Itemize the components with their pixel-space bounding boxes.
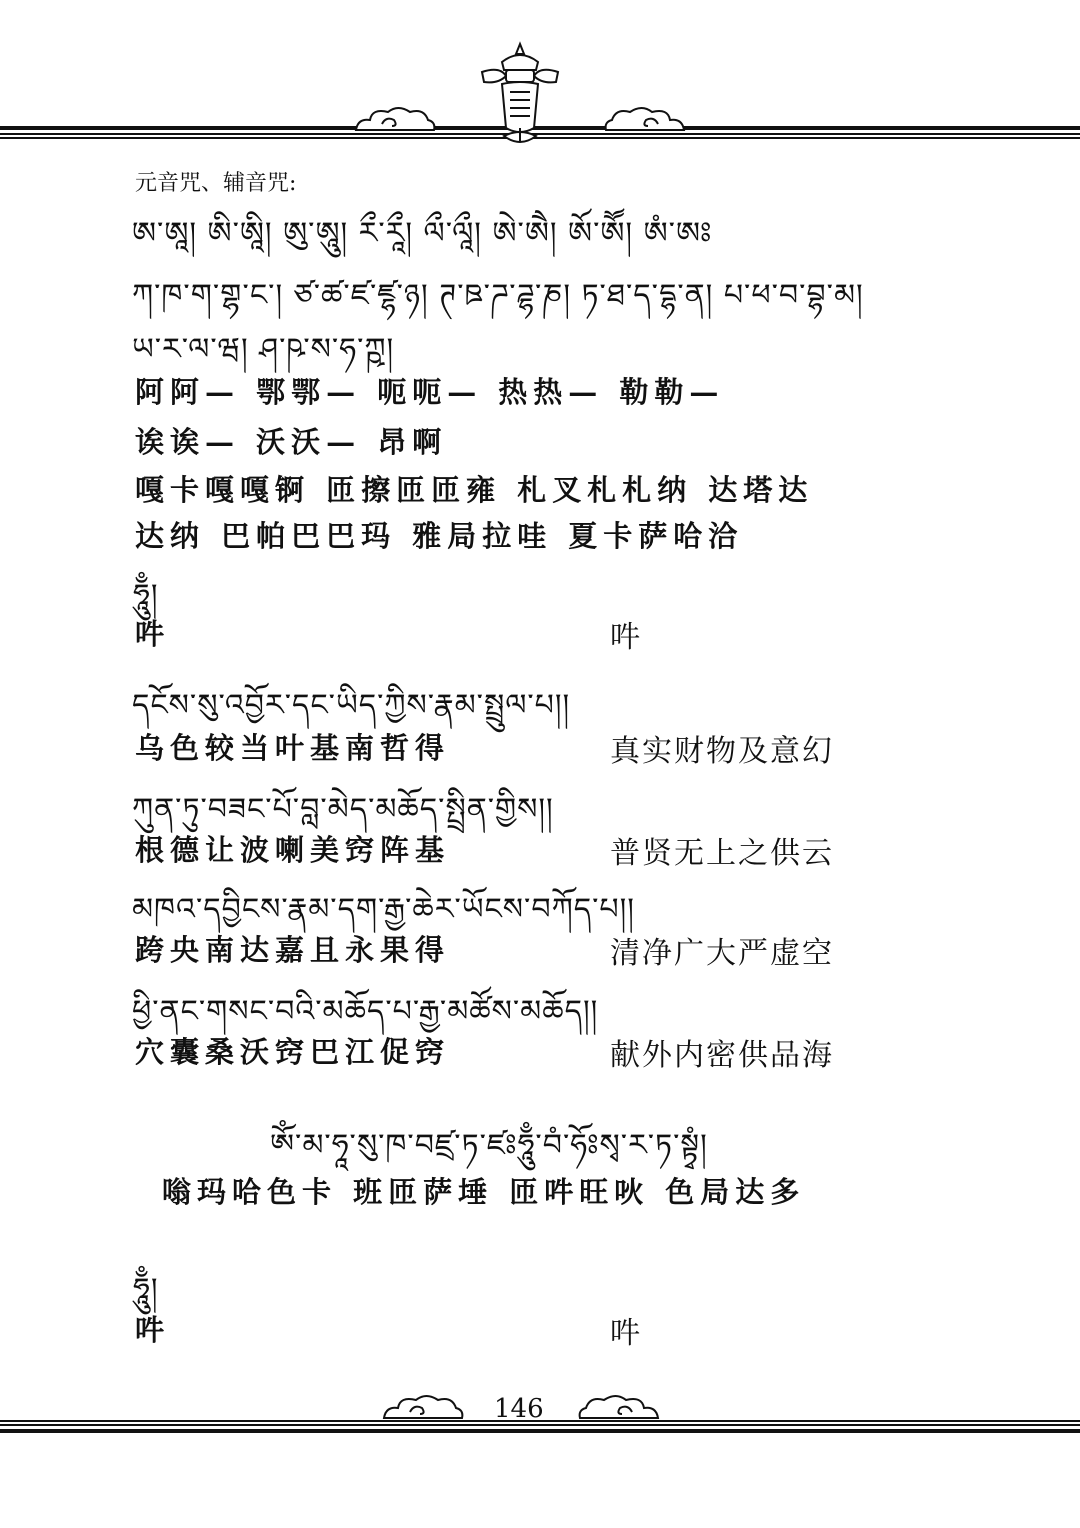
verse-phonetic: 根德让波喇美窍阵基: [135, 833, 451, 867]
cloud-ornament-bottom-right: [576, 1392, 662, 1422]
hum-translation: 吽: [610, 1316, 642, 1351]
tibetan-consonant-line: ཡ་ར་ལ་ཝ། ཤ་ཥ་ས་ཧ་ཀྵ།: [132, 332, 395, 367]
phonetic-line: 诶诶— 沃沃— 昂啊: [135, 425, 448, 459]
om-mantra-tibetan: ཨོཾ་མ་ཧཱ་སུ་ཁ་བཛྲ་ཏ་ཛཿཧཱུྃ་བཾ་ཧོཿསྭ་ར་ཏ་སྟྭཾ།: [270, 1128, 708, 1163]
hum-tibetan: ཧཱུྃ།: [133, 578, 159, 613]
verse-translation: 真实财物及意幻: [610, 734, 834, 769]
cloud-ornament-bottom-left: [380, 1392, 466, 1422]
verse-phonetic: 穴囊桑沃窍巴江促窍: [135, 1035, 451, 1069]
phonetic-line: 达纳 巴帕巴巴玛 雅局拉哇 夏卡萨哈洽: [135, 519, 744, 553]
om-mantra-phonetic: 嗡玛哈色卡 班匝萨埵 匝吽旺吙 色局达多: [162, 1175, 806, 1209]
phonetic-line: 阿阿— 鄂鄂— 呃呃— 热热— 勒勒—: [135, 375, 725, 409]
hum-translation: 吽: [610, 620, 642, 655]
hum-phonetic: 吽: [135, 1313, 171, 1347]
verse-phonetic: 跨央南达嘉且永果得: [135, 933, 451, 967]
verse-translation: 献外内密供品海: [610, 1038, 834, 1073]
victory-banner-ornament: [470, 40, 570, 152]
cloud-ornament-top-left: [352, 104, 438, 134]
page-number: 146: [494, 1394, 544, 1424]
phonetic-line: 嘎卡嘎嘎锕 匝擦匝匝雍 札叉札札纳 达塔达: [135, 473, 814, 507]
verse-tibetan: དངོས་སུ་འབྱོར་དང་ཡིད་ཀྱིས་རྣམ་སྤྲུལ་པ།།: [132, 688, 571, 723]
verse-translation: 清净广大严虚空: [610, 936, 834, 971]
verse-phonetic: 乌色较当叶基南哲得: [135, 731, 451, 765]
cloud-ornament-top-right: [602, 104, 688, 134]
tibetan-vowel-line: ཨ་ཨཱ། ཨི་ཨཱི། ཨུ་ཨཱུ། རྀ་རཱྀ། ལྀ་ལཱྀ། ཨེ་ཨཻ། ཨོ་ཨཽ། ཨཾ་ཨཿ: [132, 216, 713, 251]
hum-phonetic: 吽: [135, 617, 171, 651]
verse-tibetan: མཁའ་དབྱིངས་རྣམ་དག་རྒྱ་ཆེར་ཡོངས་བཀོད་པ།།: [132, 892, 635, 927]
verse-tibetan: ཕྱི་ནང་གསང་བའི་མཆོད་པ་རྒྱ་མཚོས་མཆོད།།: [132, 994, 599, 1029]
hum-tibetan: ཧཱུྃ།: [133, 1272, 159, 1307]
verse-translation: 普贤无上之供云: [610, 836, 834, 871]
tibetan-consonant-line: ཀ་ཁ་ག་གྷ་ང་། ཙ་ཚ་ཛ་ཛྷ་ཉ། ཊ་ཋ་ཌ་ཌྷ་ཎ། ཏ་ཐ་ད་དྷ་ན། པ་ཕ་བ་བྷ་མ།: [132, 278, 864, 313]
verse-tibetan: ཀུན་ཏུ་བཟང་པོ་བླ་མེད་མཆོད་སྤྲིན་གྱིས།།: [132, 792, 554, 827]
section-label: 元音咒、辅音咒:: [135, 171, 297, 196]
